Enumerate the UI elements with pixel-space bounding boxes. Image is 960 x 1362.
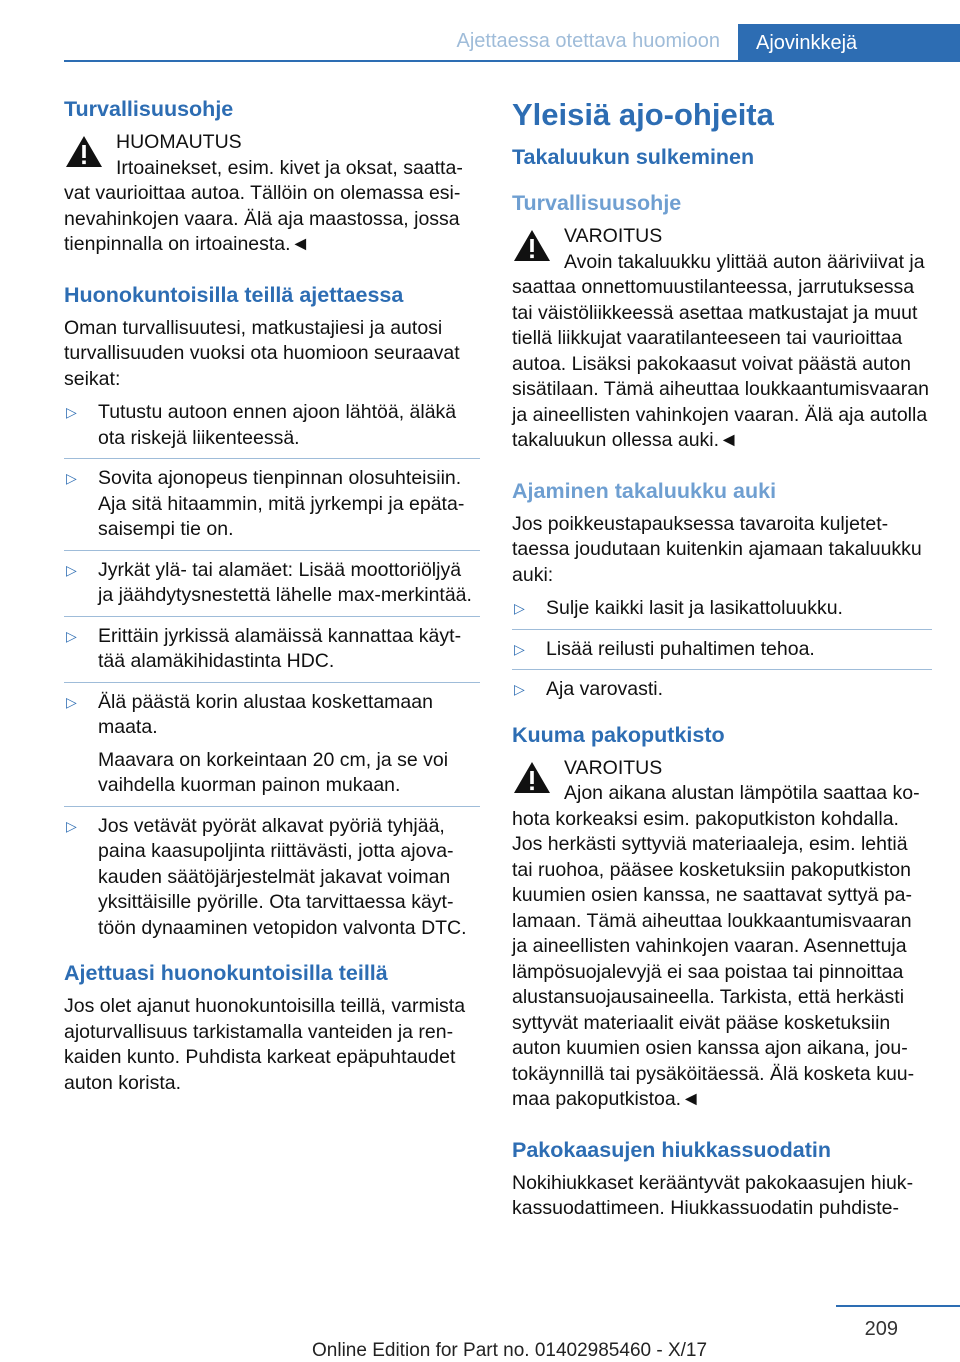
open-tailgate-heading: Ajaminen takaluukku auki [512,478,777,503]
list-item [512,637,932,671]
warning-text: Ajon aikana alustan lämpötila saattaa kohota korkeaksi esim. pakoputkiston kohdalla. Jos herkästi syttyviä materiaaleja, esim. lehtiä tai ruohoa, pääsee kosketuksiin pakoputkiston kuumien osien kanssa, ne saattavat syttyä palamaan. Tämä aiheuttaa loukkaantumisvaaran ja aineellisten vahinkojen vaaran. Asennettuja lämpösuojalevyjä ei saa poistaa tai pinnoittaa alustansuojausaineella. Tarkista, että herkästi syttyvät materiaalit eivät pääse kosketuksiin auton kuumien osien kanssa ajon aikana, joutokäynnillä tai pysäköitäessä. Älä kosketa kuumaa pakoputkistoa.◄ [512,782,920,1110]
bad-roads-heading: Huonokuntoisilla teillä ajettaessa [64,282,404,307]
page-header [0,0,960,62]
notice-title: HUOMAUTUS [116,131,242,153]
list-item [512,596,932,630]
tailgate-warning-block [512,224,932,454]
warning-triangle-icon [512,760,552,795]
after-bad-roads-text: Jos olet ajanut huonokuntoisilla teillä, varmista ajoturvallisuus tarkistamalla vanteiden ja renkaiden kunto. Puhdista karkeat epäpuhtaudet auton korista. [64,995,466,1094]
open-tailgate-list [512,596,932,703]
list-item [64,558,480,617]
edition-note: Online Edition for Part no. 01402985460 - X/17 [312,1340,708,1361]
triangle-right-icon: ▷ [514,681,525,697]
triangle-right-icon: ▷ [66,404,77,420]
triangle-right-icon: ▷ [66,627,77,644]
left-column [64,96,480,1096]
page-number: 209 [864,1318,898,1340]
warning-title: VAROITUS [564,225,663,247]
list-item-note: Maavara on korkeintaan 20 cm, ja se voi vaihdella kuorman painon mukaan. [98,748,449,796]
exhaust-heading: Kuuma pakoputkisto [512,722,725,747]
list-item-text: Jyrkät ylä- tai alamäet: Lisää moottoriöljyä ja jäähdytysnestettä lähelle max-merkintää. [98,558,472,606]
triangle-right-icon: ▷ [66,817,77,834]
particle-filter-text: Nokihiukkaset kerääntyvät pakokaasujen hiukkassuodattimeen. Hiukkassuodatin puhdiste- [512,1171,914,1219]
list-item-text: Älä päästä korin alustaa koskettamaan maata. [98,690,433,738]
bad-roads-list [64,400,480,941]
warning-title: VAROITUS [564,756,663,779]
list-item [64,814,480,942]
triangle-right-icon: ▷ [66,470,77,486]
general-driving-heading: Yleisiä ajo-ohjeita [512,97,774,132]
list-item [64,690,480,807]
list-item [512,677,932,703]
header-section-title: Ajettaessa otettava huomioon [456,30,720,52]
left-safety-heading: Turvallisuusohje [64,97,234,121]
warning-text: Avoin takaluukku ylittää auton ääriviivat ja saattaa onnettomuustilanteessa, jarrutuksessa tai väistöliikkeessä asettaa matkustajat ja muut tiellä liikkujat vaaratilanteeseen tai vaurioittaa autoa. Lisäksi pakokaasut voivat päästä auton sisätilaan. Tämä aiheuttaa loukkaantumisvaaran ja aineellisten vahinkojen vaaran. Älä aja autolla takaluukun ollessa auki.◄ [512,250,929,451]
header-chapter-label: Ajovinkkejä [756,31,858,54]
right-safety-heading: Turvallisuusohje [512,191,682,215]
tailgate-heading: Takaluukun sulkeminen [512,145,755,169]
notice-block [64,130,480,258]
after-bad-roads-heading: Ajettuasi huonokuntoisilla teillä [64,961,388,985]
list-item-text: Jos vetävät pyörät alkavat pyöriä tyhjää, paina kaasupoljinta riittävästi, jotta ajovakauden säätöjärjestelmät jakavat voiman yksittäisille pyörille. Ota tarvittaessa käyttöön dynaaminen vetopidon valvonta DTC. [98,814,467,939]
list-item [64,624,480,683]
warning-triangle-icon [512,228,552,263]
list-item-text: Lisää reilusti puhaltimen tehoa. [546,637,815,660]
list-item-text: Aja varovasti. [546,678,664,700]
header-rule [64,60,738,62]
list-item [64,466,480,551]
bad-roads-intro: Oman turvallisuutesi, matkustajiesi ja autosi turvallisuuden vuoksi ota huomioon seuraavat seikat: [64,316,460,390]
exhaust-warning-block [512,756,932,1113]
particle-filter-heading: Pakokaasujen hiukkassuodatin [512,1137,832,1162]
triangle-right-icon: ▷ [514,640,525,657]
list-item [64,400,480,459]
triangle-right-icon: ▷ [66,693,77,710]
warning-triangle-icon [64,134,104,169]
triangle-right-icon: ▷ [66,561,77,578]
list-item-text: Sovita ajonopeus tienpinnan olosuhteisiin. Aja sitä hitaammin, mitä jyrkempi ja epätasaisempi tie on. [98,467,465,540]
header-chapter-tab [738,24,960,62]
right-column [512,96,932,1222]
footer-rule [836,1305,960,1307]
triangle-right-icon: ▷ [514,600,525,616]
list-item-text: Erittäin jyrkissä alamäissä kannattaa käyttää alamäkihidastinta HDC. [98,624,462,672]
notice-text: Irtoainekset, esim. kivet ja oksat, saattavat vaurioittaa autoa. Tällöin on olemassa esinevahinkojen vaara. Älä aja maastossa, jossa tienpinnalla on irtoainesta.◄ [64,156,463,255]
list-item-text: Sulje kaikki lasit ja lasikattoluukku. [546,597,843,619]
open-tailgate-intro: Jos poikkeustapauksessa tavaroita kuljetettaessa joudutaan kuitenkin ajamaan takaluukku auki: [512,512,922,586]
list-item-text: Tutustu autoon ennen ajoon lähtöä, äläkä ota riskejä liikenteessä. [98,401,457,449]
